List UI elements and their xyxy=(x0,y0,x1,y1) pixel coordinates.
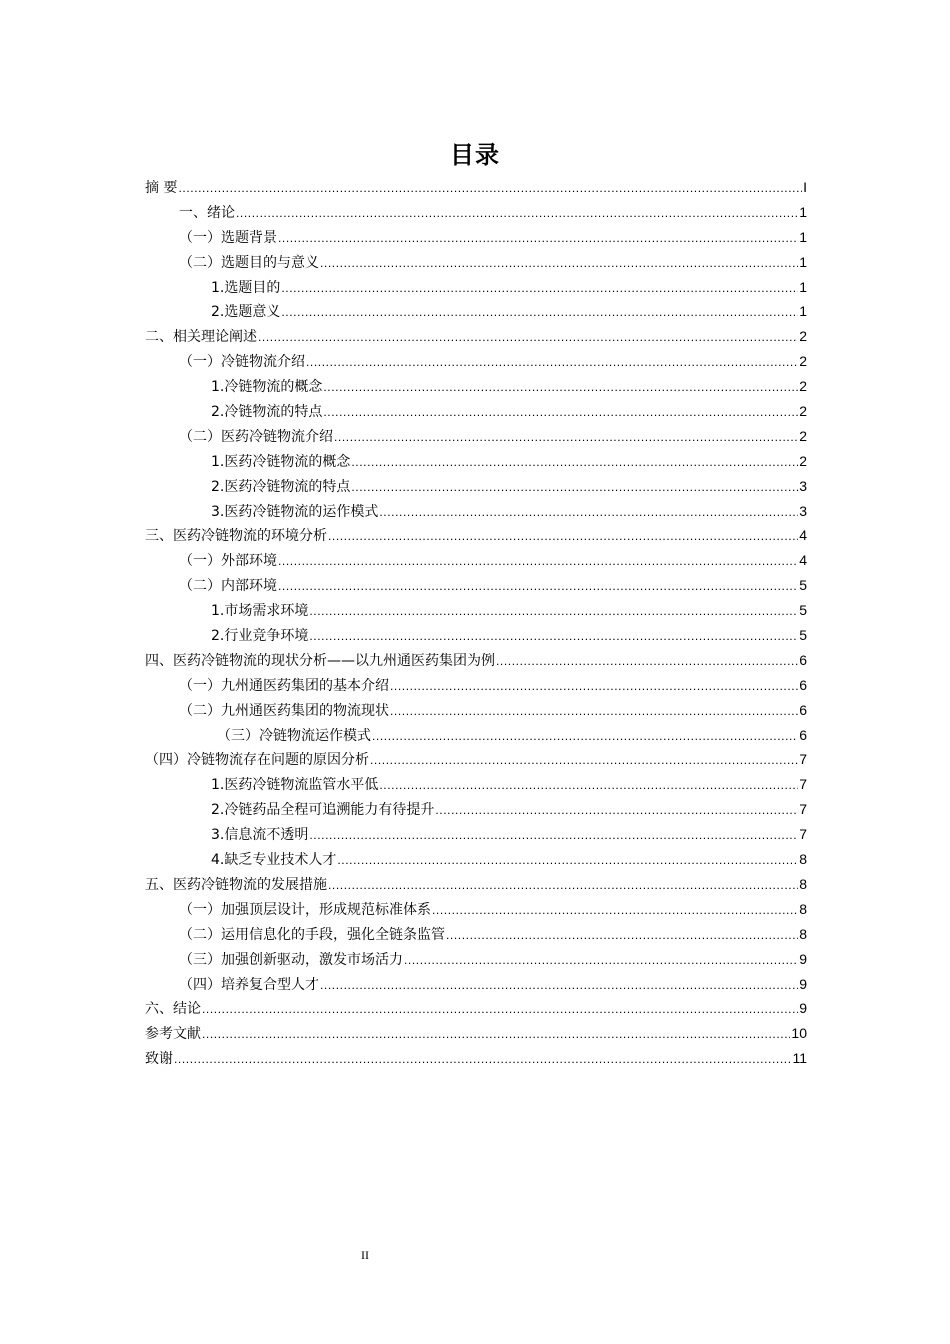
toc-entry-label: 摘 要 xyxy=(145,176,178,200)
toc-entry[interactable] xyxy=(145,324,807,349)
toc-entry-page: 2 xyxy=(799,378,807,395)
toc-entry-page: 9 xyxy=(799,950,807,967)
toc-leader-dots xyxy=(178,176,802,200)
toc-entry-page: 11 xyxy=(792,1050,807,1067)
toc-entry-label: 2.冷链药品全程可追溯能力有待提升 xyxy=(211,798,435,822)
toc-entry-page: 1 xyxy=(799,203,807,220)
toc-entry-page: 7 xyxy=(799,776,807,793)
toc-leader-dots xyxy=(278,549,798,573)
toc-entry-label: 1.选题目的 xyxy=(211,276,281,300)
toc-entry-label: （三）冷链物流运作模式 xyxy=(217,724,372,748)
toc-entry-label: （一）冷链物流介绍 xyxy=(179,350,306,374)
toc-entry-page: 6 xyxy=(799,726,807,743)
toc-entry[interactable] xyxy=(145,349,807,374)
toc-entry-label: 五、医药冷链物流的发展措施 xyxy=(145,873,328,897)
toc-entry[interactable] xyxy=(145,623,807,648)
toc-entry[interactable] xyxy=(145,523,807,548)
toc-entry[interactable] xyxy=(145,897,807,922)
toc-leader-dots xyxy=(337,848,798,872)
toc-entry[interactable] xyxy=(145,1021,807,1046)
toc-leader-dots xyxy=(278,226,798,250)
toc-entry-page: 7 xyxy=(799,801,807,818)
toc-entry-page: 1 xyxy=(799,253,807,270)
toc-leader-dots xyxy=(202,997,798,1021)
toc-leader-dots xyxy=(174,1047,791,1071)
toc-entry[interactable] xyxy=(145,225,807,250)
toc-entry[interactable] xyxy=(145,847,807,872)
toc-leader-dots xyxy=(258,325,798,349)
toc-entry[interactable] xyxy=(145,698,807,723)
toc-entry-label: 1.市场需求环境 xyxy=(211,599,309,623)
toc-entry[interactable] xyxy=(145,499,807,524)
toc-entry-label: （一）九州通医药集团的基本介绍 xyxy=(179,674,390,698)
toc-entry[interactable] xyxy=(145,449,807,474)
toc-leader-dots xyxy=(306,350,798,374)
toc-entry-page: 3 xyxy=(799,502,807,519)
toc-entry-page: 7 xyxy=(799,826,807,843)
toc-leader-dots xyxy=(202,1022,790,1046)
toc-entry-label: 六、结论 xyxy=(145,997,202,1021)
toc-entry-label: 3.信息流不透明 xyxy=(211,823,309,847)
toc-leader-dots xyxy=(309,823,798,847)
toc-entry[interactable] xyxy=(145,275,807,300)
toc-leader-dots xyxy=(236,201,798,225)
toc-leader-dots xyxy=(309,624,798,648)
toc-leader-dots xyxy=(320,251,798,275)
toc-entry-label: 2.选题意义 xyxy=(211,300,281,324)
toc-leader-dots xyxy=(351,450,798,474)
toc-entry[interactable] xyxy=(145,922,807,947)
toc-entry-page: 2 xyxy=(799,353,807,370)
toc-entry-label: （二）医药冷链物流介绍 xyxy=(179,425,334,449)
toc-entry[interactable] xyxy=(145,175,807,200)
toc-entry-label: 3.医药冷链物流的运作模式 xyxy=(211,500,379,524)
toc-entry-page: 6 xyxy=(799,701,807,718)
toc-entry-label: 2.医药冷链物流的特点 xyxy=(211,475,351,499)
toc-entry[interactable] xyxy=(145,200,807,225)
toc-leader-dots xyxy=(278,574,798,598)
toc-entry-page: 8 xyxy=(799,925,807,942)
toc-entry-page: 5 xyxy=(799,627,807,644)
toc-leader-dots xyxy=(323,400,798,424)
toc-entry-label: 1.医药冷链物流的概念 xyxy=(211,450,351,474)
toc-entry-label: （一）加强顶层设计，形成规范标准体系 xyxy=(179,898,432,922)
toc-entry-label: 2.冷链物流的特点 xyxy=(211,400,323,424)
toc-entry[interactable] xyxy=(145,872,807,897)
toc-entry[interactable] xyxy=(145,972,807,997)
toc-entry-page: 8 xyxy=(799,875,807,892)
table-of-contents xyxy=(145,175,807,1071)
page-number: II xyxy=(361,1248,369,1262)
toc-leader-dots xyxy=(496,649,798,673)
toc-leader-dots xyxy=(320,973,798,997)
toc-entry-page: I xyxy=(803,179,807,195)
toc-entry-page: 10 xyxy=(791,1025,807,1042)
toc-entry[interactable] xyxy=(145,598,807,623)
toc-entry-label: （三）加强创新驱动，激发市场活力 xyxy=(179,948,404,972)
toc-entry-page: 7 xyxy=(799,751,807,768)
toc-entry-label: 致谢 xyxy=(145,1047,174,1071)
toc-leader-dots xyxy=(328,524,798,548)
toc-entry-page: 8 xyxy=(799,851,807,868)
toc-entry[interactable] xyxy=(145,822,807,847)
toc-entry[interactable] xyxy=(145,772,807,797)
toc-entry[interactable] xyxy=(145,573,807,598)
toc-entry-page: 1 xyxy=(799,278,807,295)
toc-entry-page: 1 xyxy=(799,303,807,320)
toc-entry-label: 三、医药冷链物流的环境分析 xyxy=(145,524,328,548)
toc-entry-label: 二、相关理论阐述 xyxy=(145,325,258,349)
toc-leader-dots xyxy=(323,375,798,399)
toc-entry-page: 4 xyxy=(799,527,807,544)
toc-entry-label: 四、医药冷链物流的现状分析——以九州通医药集团为例 xyxy=(145,649,496,673)
toc-leader-dots xyxy=(351,475,798,499)
toc-entry-label: （四）冷链物流存在问题的原因分析 xyxy=(145,748,370,772)
toc-entry-label: 1.医药冷链物流监管水平低 xyxy=(211,773,379,797)
toc-entry[interactable] xyxy=(145,374,807,399)
toc-leader-dots xyxy=(281,276,798,300)
toc-leader-dots xyxy=(446,923,798,947)
toc-title: 目录 xyxy=(450,141,500,169)
toc-leader-dots xyxy=(432,898,798,922)
toc-entry-page: 9 xyxy=(799,1000,807,1017)
toc-leader-dots xyxy=(334,425,798,449)
toc-leader-dots xyxy=(404,948,798,972)
toc-entry[interactable] xyxy=(145,797,807,822)
toc-entry-page: 8 xyxy=(799,900,807,917)
toc-entry-page: 9 xyxy=(799,975,807,992)
toc-entry-page: 2 xyxy=(799,403,807,420)
toc-entry-page: 3 xyxy=(799,477,807,494)
toc-entry[interactable] xyxy=(145,747,807,772)
toc-entry[interactable] xyxy=(145,723,807,748)
toc-entry-label: （一）外部环境 xyxy=(179,549,278,573)
toc-entry-page: 2 xyxy=(799,328,807,345)
toc-entry-label: （二）选题目的与意义 xyxy=(179,251,320,275)
toc-entry-label: （二）内部环境 xyxy=(179,574,278,598)
toc-entry-page: 4 xyxy=(799,552,807,569)
toc-leader-dots xyxy=(281,300,798,324)
toc-entry-page: 2 xyxy=(799,452,807,469)
toc-leader-dots xyxy=(379,773,798,797)
toc-entry-label: 1.冷链物流的概念 xyxy=(211,375,323,399)
toc-leader-dots xyxy=(372,724,798,748)
toc-entry[interactable] xyxy=(145,673,807,698)
toc-entry-label: （二）运用信息化的手段，强化全链条监管 xyxy=(179,923,446,947)
toc-entry-label: （一）选题背景 xyxy=(179,226,278,250)
toc-leader-dots xyxy=(390,699,798,723)
toc-entry[interactable] xyxy=(145,250,807,275)
toc-leader-dots xyxy=(390,674,798,698)
toc-entry[interactable] xyxy=(145,996,807,1021)
toc-entry-page: 6 xyxy=(799,676,807,693)
toc-entry-label: 参考文献 xyxy=(145,1022,202,1046)
toc-entry-page: 5 xyxy=(799,602,807,619)
toc-entry-label: 4.缺乏专业技术人才 xyxy=(211,848,337,872)
toc-leader-dots xyxy=(379,500,798,524)
toc-entry-page: 5 xyxy=(799,577,807,594)
toc-entry[interactable] xyxy=(145,548,807,573)
toc-entry-page: 2 xyxy=(799,427,807,444)
toc-leader-dots xyxy=(328,873,798,897)
toc-entry-label: （四）培养复合型人才 xyxy=(179,973,320,997)
toc-entry[interactable] xyxy=(145,1046,807,1071)
toc-entry[interactable] xyxy=(145,474,807,499)
toc-entry-label: （二）九州通医药集团的物流现状 xyxy=(179,699,390,723)
toc-leader-dots xyxy=(435,798,798,822)
toc-entry-label: 2.行业竞争环境 xyxy=(211,624,309,648)
toc-leader-dots xyxy=(370,748,798,772)
toc-leader-dots xyxy=(309,599,798,623)
toc-entry-page: 6 xyxy=(799,651,807,668)
toc-entry[interactable] xyxy=(145,299,807,324)
toc-entry-page: 1 xyxy=(799,228,807,245)
toc-entry[interactable] xyxy=(145,648,807,673)
toc-entry[interactable] xyxy=(145,424,807,449)
toc-entry[interactable] xyxy=(145,399,807,424)
toc-entry[interactable] xyxy=(145,947,807,972)
toc-entry-label: 一、绪论 xyxy=(179,201,236,225)
